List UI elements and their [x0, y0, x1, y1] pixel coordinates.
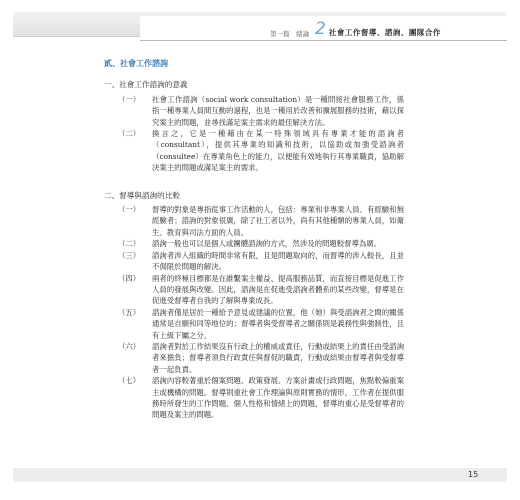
- list-item: [104, 375, 404, 421]
- section-title: 貳、社會工作諮詢: [104, 58, 168, 68]
- chapter-number: 2: [315, 19, 326, 39]
- list-item: [104, 94, 404, 128]
- list-item: [104, 250, 404, 273]
- running-header: [270, 18, 441, 38]
- item-text: 兩者的終極目標都是在維繫案主權益、提高服務品質，而直接目標是促進工作人員的發展與改變。因此，諮詢是在促進受諮詢者體系的某些改變，督導是在促進受督導者自我的了解與專業成長。: [152, 273, 404, 306]
- item-marker: （五）: [118, 307, 141, 317]
- item-text: 督導的對象是專指從事工作活動的人，包括：專業和非專業人員、有經驗和無經驗者；諮詢的對象很廣，除了社工者以外，尚有其他種類的專業人員，如衛生、教育與司法方面的人員。: [152, 205, 404, 237]
- item-text: 換言之，它是一種藉由在某一特殊領域具有專業才能的諮詢者（consultant），提供其專業的知識和技術，以協助或加強受諮詢者（consultee）在專業角色上的能力，以便能有效地執行其專業職責，協助解決案主的問題或滿足案主的需求。: [152, 129, 404, 173]
- item-text: 諮詢者對於工作結果沒有行政上的權威或責任，行動或結果上的責任由受諮詢者來擔負；督導者須負行政責任與督促的職責，行動或結果由督導者與受督導者一起負責。: [152, 341, 404, 374]
- list-item: [104, 204, 404, 238]
- list-item: [104, 273, 404, 307]
- item-marker: （二）: [118, 129, 141, 139]
- item-text: 諮詢者涉入組織的時間非常有限，且是問題取向的，而督導的涉入較長，且並不侷限於問題的解決。: [152, 250, 404, 272]
- item-text: 諮詢內容較著重於個案問題、政策發展、方案計畫或行政問題，焦點較偏重案主或機構的問題。督導則重社會工作理論與原則實務的情形，工作者在提供服務時所發生的工作問題、個人性格和情緒上的問題，督導的重心是受督導者的問題及案主的問題。: [152, 376, 404, 420]
- item-marker: （一）: [118, 205, 141, 215]
- item-marker: （三）: [118, 250, 141, 260]
- list-item: [104, 238, 404, 249]
- header-part-label: 第一篇 緒論: [270, 30, 309, 38]
- item-marker: （四）: [118, 273, 141, 283]
- item-marker: （七）: [118, 376, 141, 386]
- item-marker: （一）: [118, 94, 141, 104]
- list-item: [104, 128, 404, 174]
- header-rule: [140, 40, 507, 41]
- list-item: [104, 341, 404, 375]
- item-text: 諮詢者僅是居於一種給予意見或建議的位置，他（她）與受諮詢者之間的關係通常是自願和同等地位的；督導者與受督導者之關係則是義務性與強制性，且有上級下屬之分。: [152, 307, 404, 340]
- page-frame-bottom: [13, 468, 507, 482]
- subsection-heading: 二、督導與諮詢的比較: [104, 190, 180, 200]
- chapter-title: 社會工作督導、諮詢、團隊合作: [328, 28, 441, 37]
- item-text: 諮詢一般也可以是個人或團體諮詢的方式，然涉及的問題較督導為廣。: [152, 239, 382, 249]
- item-marker: （二）: [118, 239, 141, 249]
- item-marker: （六）: [118, 341, 141, 351]
- page-number: 15: [468, 470, 479, 479]
- subsection-heading: 一、社會工作諮詢的意義: [104, 80, 188, 90]
- list-item: [104, 307, 404, 341]
- item-text: 社會工作諮詢（social work consultation）是一種問接社會服務工作，係指一種專業人員間互動的過程，也是一種用於改善和擴展服務的技術，藉以探究案主的問題，並尋找滿足案主需求的最佳解決方法。: [152, 94, 404, 127]
- page-body: [104, 58, 404, 421]
